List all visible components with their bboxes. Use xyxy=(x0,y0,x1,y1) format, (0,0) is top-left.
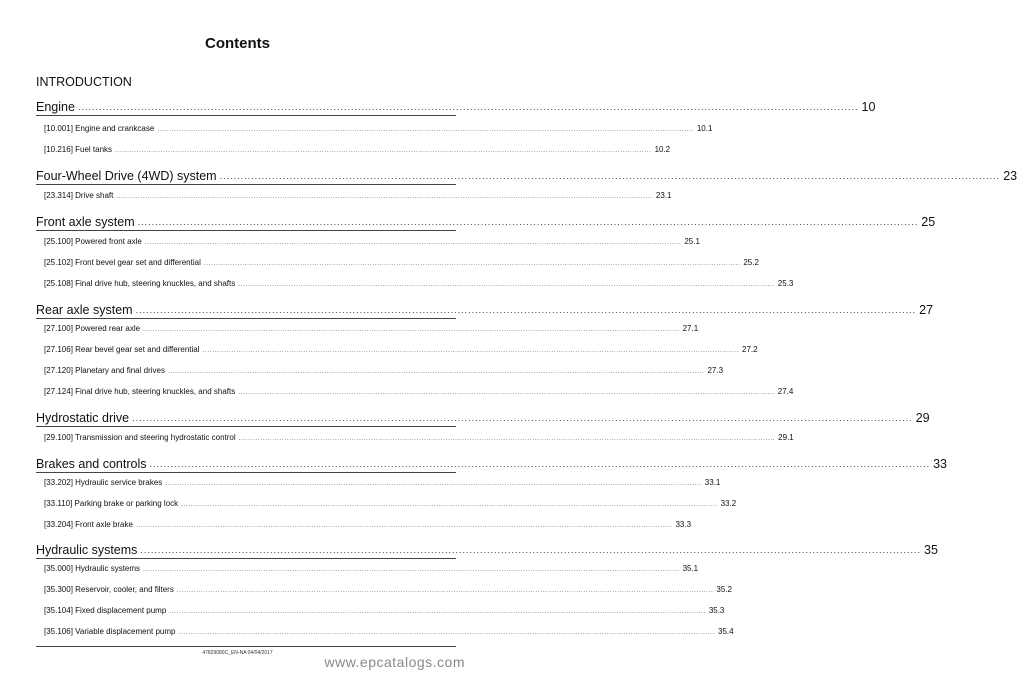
section-page: 33 xyxy=(933,457,947,471)
section-page: 23 xyxy=(1003,169,1017,183)
entry-label: [25.108] Final drive hub, steering knuckles, and shafts xyxy=(44,279,236,288)
toc-entry[interactable] xyxy=(44,342,758,354)
dot-leader: ............................................................................................................................................................................................................................... xyxy=(157,126,694,133)
dot-leader: ............................................................................................................................................................................................................................... xyxy=(219,171,1001,181)
dot-leader: ............................................................................................................................................................................................................................... xyxy=(140,545,922,555)
toc-entry[interactable] xyxy=(44,121,713,133)
entry-label: [27.100] Powered rear axle xyxy=(44,324,141,333)
entry-label: [29.100] Transmission and steering hydrostatic control xyxy=(44,433,236,442)
toc-entry[interactable] xyxy=(44,496,737,508)
toc-entry[interactable] xyxy=(44,276,794,288)
entry-page: 35.4 xyxy=(718,627,734,636)
toc-entry[interactable] xyxy=(44,321,699,333)
entry-page: 25.3 xyxy=(777,279,794,288)
entry-page: 27.1 xyxy=(682,324,699,333)
entry-page: 27.3 xyxy=(707,366,724,375)
section-label: Hydrostatic drive xyxy=(36,411,130,425)
section-page: 35 xyxy=(924,543,938,557)
entry-label: [33.202] Hydraulic service brakes xyxy=(44,478,163,487)
toc-entry[interactable] xyxy=(44,384,794,396)
section-brakes-controls[interactable] xyxy=(36,451,947,473)
intro-heading: INTRODUCTION xyxy=(36,75,132,89)
dot-leader: ............................................................................................................................................................................................................................... xyxy=(116,193,653,200)
dot-leader: ............................................................................................................................................................................................................................... xyxy=(143,326,680,333)
footer-divider xyxy=(36,646,456,647)
toc-entry[interactable] xyxy=(44,430,794,442)
entry-page: 23.1 xyxy=(655,191,672,200)
dot-leader: ............................................................................................................................................................................................................................... xyxy=(135,305,917,315)
entry-page: 25.1 xyxy=(684,237,700,246)
dot-leader: ............................................................................................................................................................................................................................... xyxy=(135,522,673,529)
dot-leader: ............................................................................................................................................................................................................................... xyxy=(149,459,931,469)
toc-entry[interactable] xyxy=(44,517,692,529)
entry-page: 10.1 xyxy=(696,124,713,133)
toc-entry[interactable] xyxy=(44,624,734,636)
section-engine[interactable] xyxy=(36,94,876,116)
entry-page: 25.2 xyxy=(743,258,759,267)
entry-page: 33.2 xyxy=(720,499,737,508)
entry-label: [27.120] Planetary and final drives xyxy=(44,366,165,375)
entry-page: 35.2 xyxy=(716,585,732,594)
entry-label: [35.104] Fixed displacement pump xyxy=(44,606,167,615)
dot-leader: ............................................................................................................................................................................................................................... xyxy=(202,347,740,354)
section-hydrostatic-drive[interactable] xyxy=(36,405,930,427)
section-4wd[interactable] xyxy=(36,163,1017,185)
section-page: 27 xyxy=(919,303,934,317)
dot-leader: ............................................................................................................................................................................................................................... xyxy=(143,566,680,573)
dot-leader: ............................................................................................................................................................................................................................... xyxy=(238,389,775,396)
entry-page: 29.1 xyxy=(778,433,794,442)
dot-leader: ............................................................................................................................................................................................................................... xyxy=(77,102,859,112)
entry-label: [35.106] Variable displacement pump xyxy=(44,627,176,636)
footer-code: 47829080C_EN-NA 04/04/2017 xyxy=(202,650,273,656)
section-label: Rear axle system xyxy=(36,303,133,317)
entry-page: 33.1 xyxy=(704,478,721,487)
dot-leader: ............................................................................................................................................................................................................................... xyxy=(238,435,776,442)
entry-page: 33.3 xyxy=(675,520,692,529)
dot-leader: ............................................................................................................................................................................................................................... xyxy=(165,480,702,487)
section-hydraulic-systems[interactable] xyxy=(36,537,938,559)
dot-leader: ............................................................................................................................................................................................................................... xyxy=(115,147,652,154)
entry-page: 27.4 xyxy=(777,387,794,396)
toc-entry[interactable] xyxy=(44,142,671,154)
section-label: Engine xyxy=(36,100,75,114)
dot-leader: ............................................................................................................................................................................................................................... xyxy=(203,260,741,267)
dot-leader: ............................................................................................................................................................................................................................... xyxy=(167,368,705,375)
section-rear-axle[interactable] xyxy=(36,297,934,319)
dot-leader: ............................................................................................................................................................................................................................... xyxy=(169,608,706,615)
section-page: 29 xyxy=(915,411,930,425)
watermark: www.epcatalogs.com xyxy=(324,654,465,670)
toc-entry[interactable] xyxy=(44,561,699,573)
entry-label: [25.102] Front bevel gear set and differential xyxy=(44,258,201,267)
toc-entry[interactable] xyxy=(44,188,672,200)
section-page: 25 xyxy=(921,215,936,229)
toc-entry[interactable] xyxy=(44,255,759,267)
section-page: 10 xyxy=(861,100,876,114)
entry-label: [33.110] Parking brake or parking lock xyxy=(44,499,179,508)
entry-label: [35.000] Hydraulic systems xyxy=(44,564,141,573)
section-front-axle[interactable] xyxy=(36,209,936,231)
entry-page: 10.2 xyxy=(654,145,671,154)
entry-page: 27.2 xyxy=(742,345,758,354)
dot-leader: ............................................................................................................................................................................................................................... xyxy=(238,281,775,288)
section-label: Front axle system xyxy=(36,215,135,229)
entry-page: 35.1 xyxy=(682,564,699,573)
entry-label: [23.314] Drive shaft xyxy=(44,191,114,200)
toc-entry[interactable] xyxy=(44,475,721,487)
toc-entry[interactable] xyxy=(44,582,732,594)
dot-leader: ............................................................................................................................................................................................................................... xyxy=(137,217,919,227)
section-label: Brakes and controls xyxy=(36,457,147,471)
entry-label: [27.106] Rear bevel gear set and differential xyxy=(44,345,200,354)
section-label: Hydraulic systems xyxy=(36,543,138,557)
dot-leader: ............................................................................................................................................................................................................................... xyxy=(178,629,716,636)
entry-label: [27.124] Final drive hub, steering knuckles, and shafts xyxy=(44,387,236,396)
entry-label: [33.204] Front axle brake xyxy=(44,520,133,529)
dot-leader: ............................................................................................................................................................................................................................... xyxy=(181,501,718,508)
entry-label: [35.300] Reservoir, cooler, and filters xyxy=(44,585,174,594)
toc-entry[interactable] xyxy=(44,363,724,375)
section-label: Four-Wheel Drive (4WD) system xyxy=(36,169,217,183)
entry-label: [25.100] Powered front axle xyxy=(44,237,142,246)
entry-label: [10.001] Engine and crankcase xyxy=(44,124,155,133)
dot-leader: ............................................................................................................................................................................................................................... xyxy=(176,587,714,594)
entry-page: 35.3 xyxy=(708,606,725,615)
dot-leader: ............................................................................................................................................................................................................................... xyxy=(132,413,913,423)
entry-label: [10.216] Fuel tanks xyxy=(44,145,113,154)
toc-entry[interactable] xyxy=(44,603,725,615)
page-title: Contents xyxy=(205,35,270,52)
toc-entry[interactable] xyxy=(44,234,700,246)
dot-leader: ............................................................................................................................................................................................................................... xyxy=(144,239,682,246)
